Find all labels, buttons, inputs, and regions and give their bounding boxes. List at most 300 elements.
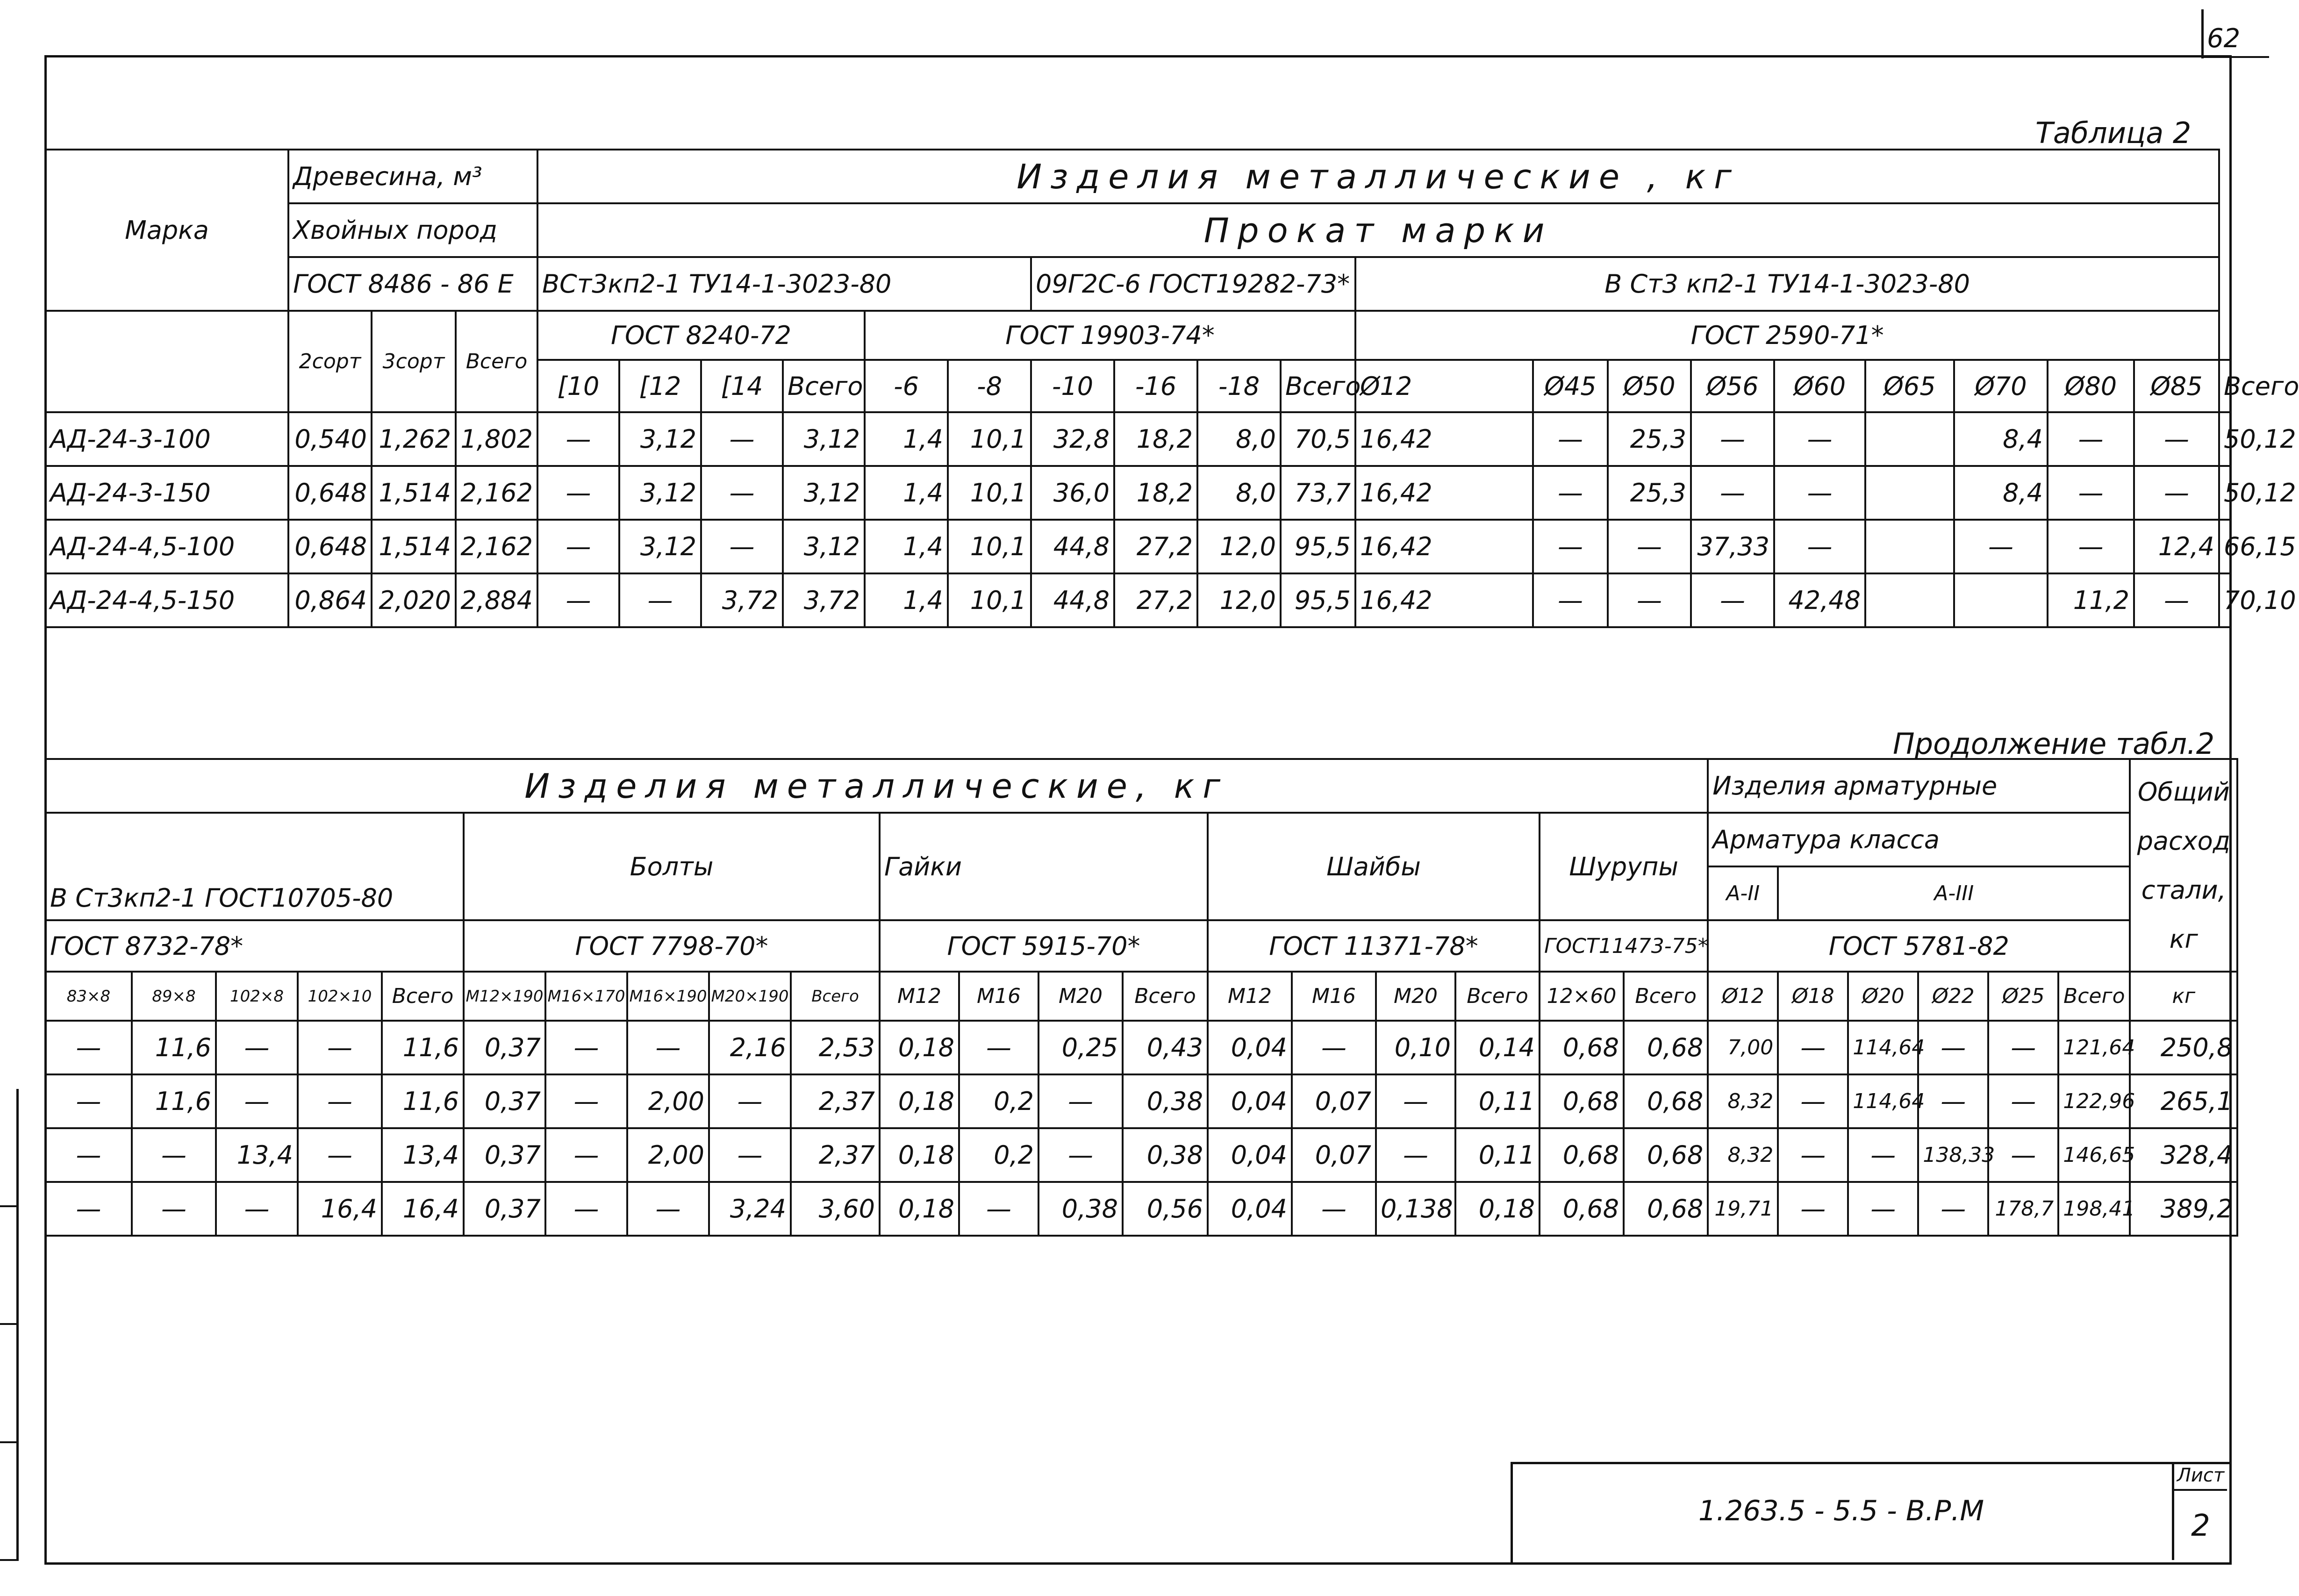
t1-cell: — [1691, 412, 1774, 466]
t1-metal-title: Изделия металлические , кг [537, 150, 2219, 203]
t2-col-head: 102×10 [298, 972, 382, 1021]
t1-cell: 8,0 [1197, 412, 1281, 466]
t1-cell: 95,5 [1281, 573, 1355, 627]
t1-cell: 1,4 [865, 573, 948, 627]
t2-cell: 0,68 [1624, 1182, 1708, 1236]
t1-blank-marka [45, 311, 288, 412]
t1-cell [1865, 412, 1954, 466]
t2-nuts-gost: ГОСТ 5915-70* [880, 920, 1208, 972]
t2-cell: 121,64 [2058, 1021, 2130, 1074]
t2-col-head: М12×190 [464, 972, 545, 1021]
t2-cell: — [1988, 1074, 2058, 1128]
t1-wood-sub: Хвойных пород [288, 203, 537, 257]
table1-caption: Таблица 2 [2035, 116, 2192, 150]
t2-col-head: М12 [880, 972, 959, 1021]
t2-cell: 0,37 [464, 1021, 545, 1074]
t2-col-head: М16 [959, 972, 1038, 1021]
t1-cell: 16,42 [1355, 573, 1533, 627]
t1-cell: 0,648 [288, 466, 372, 520]
table2-caption: Продолжение табл.2 [1893, 727, 2215, 761]
t2-cell: 0,2 [959, 1128, 1038, 1182]
t1-cell: 2,162 [456, 466, 537, 520]
t2-cell: 0,18 [880, 1182, 959, 1236]
t2-col-head: Ø22 [1918, 972, 1988, 1021]
table2 [44, 758, 2238, 1237]
t2-col-head: кг [2130, 972, 2237, 1021]
t2-col-head: М20 [1376, 972, 1455, 1021]
t2-cell: 250,8 [2130, 1021, 2237, 1074]
t2-cell: 0,04 [1208, 1074, 1292, 1128]
t1-row [45, 412, 2231, 466]
t2-cell: — [1988, 1021, 2058, 1074]
t1-cell: 0,648 [288, 520, 372, 573]
t1-cell: — [701, 412, 783, 466]
t1-cell: — [537, 573, 619, 627]
t2-cell: — [45, 1021, 132, 1074]
t1-cell: — [2134, 573, 2219, 627]
t1-cell: 12,4 [2134, 520, 2219, 573]
t1-cell: 3,12 [783, 412, 865, 466]
t2-cell: — [959, 1182, 1038, 1236]
t1-cell: — [1774, 466, 1865, 520]
t1-col-head: Ø60 [1774, 360, 1865, 412]
t2-col-head: Всего [791, 972, 880, 1021]
t2-cell: — [216, 1021, 298, 1074]
t1-cell: 16,42 [1355, 466, 1533, 520]
t2-total-title: Общий расход стали, кг [2130, 759, 2237, 972]
t2-col-head: Ø20 [1848, 972, 1918, 1021]
t1-cell: — [1533, 412, 1608, 466]
t2-col-head: 12×60 [1540, 972, 1624, 1021]
t2-cell: 0,68 [1540, 1074, 1624, 1128]
t2-cell: 0,04 [1208, 1182, 1292, 1236]
t1-cell: 50,12 [2219, 466, 2231, 520]
t2-cell: 2,00 [627, 1074, 709, 1128]
t2-armat-title: Изделия арматурные [1708, 759, 2130, 813]
t1-cell: 0,864 [288, 573, 372, 627]
t2-cell: 0,138 [1376, 1182, 1455, 1236]
t2-cell: — [216, 1182, 298, 1236]
t2-cell: 0,38 [1123, 1074, 1208, 1128]
t1-col-head: Всего [1281, 360, 1355, 412]
t1-cell: — [537, 466, 619, 520]
t2-nuts: Гайки [880, 813, 1208, 920]
t2-col-head: 83×8 [45, 972, 132, 1021]
t2-washers-gost: ГОСТ 11371-78* [1208, 920, 1540, 972]
t2-cell: — [709, 1074, 791, 1128]
t1-cell: — [2134, 466, 2219, 520]
t2-cell: — [45, 1074, 132, 1128]
t2-col-head: Всего [1455, 972, 1540, 1021]
t2-a2: А-II [1708, 866, 1778, 920]
t2-cell: — [959, 1021, 1038, 1074]
t1-cell: 3,12 [783, 520, 865, 573]
t2-col-head: М16×170 [545, 972, 627, 1021]
t1-cell: — [537, 520, 619, 573]
t2-row [45, 1021, 2237, 1074]
t2-cell: 0,43 [1123, 1021, 1208, 1074]
t1-cell: 16,42 [1355, 412, 1533, 466]
t2-cell: — [627, 1182, 709, 1236]
t1-row [45, 520, 2231, 573]
t2-col-head: М12 [1208, 972, 1292, 1021]
t2-cell: 0,25 [1038, 1021, 1123, 1074]
t2-cell: 0,68 [1540, 1182, 1624, 1236]
t1-cell: — [619, 573, 701, 627]
t1-col-head: Ø56 [1691, 360, 1774, 412]
t2-cell: 0,68 [1540, 1128, 1624, 1182]
t1-cell: — [1608, 520, 1691, 573]
t1-cell: — [1533, 520, 1608, 573]
t1-cell: 16,42 [1355, 520, 1533, 573]
t2-cell: 328,4 [2130, 1128, 2237, 1182]
t1-col-head: 2сорт [288, 311, 372, 412]
t2-cell: 0,37 [464, 1074, 545, 1128]
t2-cell: — [45, 1128, 132, 1182]
t2-cell: 2,16 [709, 1021, 791, 1074]
t2-row [45, 1128, 2237, 1182]
t1-cell: — [701, 520, 783, 573]
t2-cell: 13,4 [382, 1128, 464, 1182]
t1-cell: 18,2 [1114, 412, 1197, 466]
t2-gost-a2: ГОСТ 8732-78* [45, 920, 464, 972]
t1-subgost-2: ГОСТ 19903-74* [865, 311, 1355, 360]
t2-cell: 11,6 [132, 1074, 216, 1128]
t2-screws-gost: ГОСТ11473-75* [1540, 920, 1708, 972]
t2-cell: — [298, 1128, 382, 1182]
doc-code: 1.263.5 - 5.5 - В.Р.М [1698, 1495, 1984, 1527]
t2-cell: — [545, 1074, 627, 1128]
t1-cell: 1,262 [372, 412, 456, 466]
t1-cell: 3,12 [619, 520, 701, 573]
t2-cell: — [45, 1182, 132, 1236]
t2-cell: — [1376, 1074, 1455, 1128]
t2-cell: — [545, 1182, 627, 1236]
t1-cell: 36,0 [1031, 466, 1114, 520]
t1-subgost-3: ГОСТ 2590-71* [1355, 311, 2219, 360]
t1-cell: 12,0 [1197, 573, 1281, 627]
t2-cell: — [216, 1074, 298, 1128]
t2-cell: — [1292, 1021, 1376, 1074]
t1-row-marka: АД-24-4,5-150 [45, 573, 288, 627]
t1-prokat-title: Прокат марки [537, 203, 2219, 257]
t1-cell: — [1954, 520, 2048, 573]
t2-cell: 0,18 [880, 1128, 959, 1182]
page-number: 62 [2207, 23, 2241, 54]
t1-cell: 1,514 [372, 520, 456, 573]
t2-cell: 0,37 [464, 1182, 545, 1236]
t1-subgost-1: ГОСТ 8240-72 [537, 311, 865, 360]
t2-cell: 0,04 [1208, 1128, 1292, 1182]
t2-cell: — [132, 1182, 216, 1236]
t2-gost-a: В Ст3кп2-1 ГОСТ10705-80 [45, 813, 464, 920]
t2-cell: 0,68 [1624, 1128, 1708, 1182]
t2-cell: 0,68 [1624, 1074, 1708, 1128]
t1-cell: 2,884 [456, 573, 537, 627]
t2-cell: 0,68 [1624, 1021, 1708, 1074]
t1-cell: — [1774, 412, 1865, 466]
t2-col-head: Всего [1123, 972, 1208, 1021]
t1-cell: 3,72 [701, 573, 783, 627]
t1-cell: 1,514 [372, 466, 456, 520]
t2-cell: — [132, 1128, 216, 1182]
t2-a3: А-III [1778, 866, 2130, 920]
t1-col-head: Ø70 [1954, 360, 2048, 412]
t2-cell: 0,11 [1455, 1128, 1540, 1182]
t2-cell: — [1778, 1074, 1848, 1128]
t2-cell: 0,04 [1208, 1021, 1292, 1074]
t1-cell: 11,2 [2048, 573, 2134, 627]
t1-cell: 8,4 [1954, 466, 2048, 520]
t2-col-head: 89×8 [132, 972, 216, 1021]
t1-cell: 27,2 [1114, 520, 1197, 573]
t2-cell: 114,64 [1848, 1074, 1918, 1128]
t1-cell: 8,4 [1954, 412, 2048, 466]
t2-col-head: М20 [1038, 972, 1123, 1021]
t2-cell: 146,65 [2058, 1128, 2130, 1182]
t1-cell: — [1608, 573, 1691, 627]
t1-cell: 37,33 [1691, 520, 1774, 573]
t1-gost-group-1: ВСт3кп2-1 ТУ14-1-3023-80 [537, 257, 1031, 311]
t1-cell: — [1691, 466, 1774, 520]
t1-col-head: Ø65 [1865, 360, 1954, 412]
t1-cell [1865, 520, 1954, 573]
t1-wood-title: Древесина, м³ [288, 150, 537, 203]
t1-cell [1954, 573, 2048, 627]
t1-col-head: 3сорт [372, 311, 456, 412]
t1-col-head: Ø12 [1355, 360, 1533, 412]
t2-col-head: Всего [382, 972, 464, 1021]
t2-cell: — [1376, 1128, 1455, 1182]
t1-cell: — [2048, 412, 2134, 466]
t2-cell: 389,2 [2130, 1182, 2237, 1236]
t1-col-head: Всего [783, 360, 865, 412]
t2-cell: 11,6 [132, 1021, 216, 1074]
t2-cell: 178,7 [1988, 1182, 2058, 1236]
t1-gost-group-2: 09Г2С-6 ГОСТ19282-73* [1031, 257, 1355, 311]
t1-cell: 3,12 [619, 466, 701, 520]
t2-cell: — [1038, 1128, 1123, 1182]
t2-cell: — [1778, 1182, 1848, 1236]
t2-cell: — [1848, 1128, 1918, 1182]
t2-cell: 0,18 [880, 1021, 959, 1074]
t1-cell: 1,4 [865, 412, 948, 466]
t1-cell: — [1774, 520, 1865, 573]
t1-col-head: Ø45 [1533, 360, 1608, 412]
t1-col-head: [14 [701, 360, 783, 412]
t2-cell: 8,32 [1708, 1128, 1778, 1182]
t2-cell: — [1918, 1021, 1988, 1074]
t2-metal-title: Изделия металлические, кг [45, 759, 1708, 813]
t2-col-head: 102×8 [216, 972, 298, 1021]
t1-cell: — [2134, 412, 2219, 466]
t2-cell: — [545, 1021, 627, 1074]
t2-col-head: М16 [1292, 972, 1376, 1021]
t1-cell: 1,802 [456, 412, 537, 466]
t2-cell: 122,96 [2058, 1074, 2130, 1128]
t1-cell: 25,3 [1608, 412, 1691, 466]
t1-row [45, 466, 2231, 520]
t1-cell: 2,162 [456, 520, 537, 573]
t2-col-head: Всего [1624, 972, 1708, 1021]
t1-cell: 42,48 [1774, 573, 1865, 627]
t1-col-head: Всего [456, 311, 537, 412]
t1-row-marka: АД-24-3-100 [45, 412, 288, 466]
t1-cell: 1,4 [865, 466, 948, 520]
t2-bolts-gost: ГОСТ 7798-70* [464, 920, 880, 972]
t1-cell: — [1691, 573, 1774, 627]
t1-cell: 70,10 [2219, 573, 2231, 627]
t1-col-head: Ø50 [1608, 360, 1691, 412]
t1-cell: 12,0 [1197, 520, 1281, 573]
t2-bolts: Болты [464, 813, 880, 920]
t1-cell: 18,2 [1114, 466, 1197, 520]
t2-col-head: Всего [2058, 972, 2130, 1021]
t1-row-marka: АД-24-4,5-100 [45, 520, 288, 573]
t2-cell: — [1918, 1074, 1988, 1128]
t2-cell: 2,00 [627, 1128, 709, 1182]
t2-cell: 3,60 [791, 1182, 880, 1236]
t1-cell: — [1533, 466, 1608, 520]
sheet-box [2172, 1462, 2227, 1560]
t1-cell: 27,2 [1114, 573, 1197, 627]
t2-screws: Шурупы [1540, 813, 1708, 920]
t2-cell: 19,71 [1708, 1182, 1778, 1236]
t2-cell: 138,33 [1918, 1128, 1988, 1182]
t1-cell: 3,72 [783, 573, 865, 627]
t2-row [45, 1182, 2237, 1236]
t2-col-head: Ø25 [1988, 972, 2058, 1021]
t1-cell: 10,1 [948, 520, 1031, 573]
t2-cell: 0,11 [1455, 1074, 1540, 1128]
t2-cell: 7,00 [1708, 1021, 1778, 1074]
t2-cell: 0,38 [1038, 1182, 1123, 1236]
t2-cell: 0,2 [959, 1074, 1038, 1128]
t2-cell: — [298, 1021, 382, 1074]
t1-cell: 10,1 [948, 573, 1031, 627]
t1-col-head: [10 [537, 360, 619, 412]
t2-cell: 0,68 [1540, 1021, 1624, 1074]
t1-col-head: -18 [1197, 360, 1281, 412]
t1-gost-group-3: В Ст3 кп2-1 ТУ14-1-3023-80 [1355, 257, 2219, 311]
t1-cell: 44,8 [1031, 520, 1114, 573]
t1-col-head: -10 [1031, 360, 1114, 412]
t1-col-head: Всего [2219, 360, 2231, 412]
t2-cell: 2,53 [791, 1021, 880, 1074]
t1-cell: 44,8 [1031, 573, 1114, 627]
t2-cell: 13,4 [216, 1128, 298, 1182]
t2-cell: 0,56 [1123, 1182, 1208, 1236]
t2-cell: 16,4 [298, 1182, 382, 1236]
t1-cell: — [2048, 466, 2134, 520]
t1-row-marka: АД-24-3-150 [45, 466, 288, 520]
t2-col-head: М16×190 [627, 972, 709, 1021]
t1-cell: 66,15 [2219, 520, 2231, 573]
t2-cell: 0,14 [1455, 1021, 1540, 1074]
table1 [44, 149, 2299, 628]
t1-marka-header: Марка [45, 150, 288, 311]
page-number-underline [2201, 56, 2269, 58]
t2-cell: 0,07 [1292, 1074, 1376, 1128]
t1-cell: — [2048, 520, 2134, 573]
t1-cell: 10,1 [948, 466, 1031, 520]
t1-col-head: Ø85 [2134, 360, 2219, 412]
t2-arm-class: Арматура класса [1708, 813, 2130, 866]
t1-cell: 70,5 [1281, 412, 1355, 466]
t2-row [45, 1074, 2237, 1128]
t2-cell: — [1848, 1182, 1918, 1236]
t1-cell: — [537, 412, 619, 466]
t2-cell: — [627, 1021, 709, 1074]
t2-cell: 16,4 [382, 1182, 464, 1236]
t1-wood-gost: ГОСТ 8486 - 86 Е [288, 257, 537, 311]
t1-cell: 2,020 [372, 573, 456, 627]
t2-cell: — [1038, 1074, 1123, 1128]
t1-cell: 1,4 [865, 520, 948, 573]
t1-cell: 0,540 [288, 412, 372, 466]
t2-cell: 0,10 [1376, 1021, 1455, 1074]
t1-cell: — [1533, 573, 1608, 627]
t2-cell: 0,18 [880, 1074, 959, 1128]
t2-col-head: Ø12 [1708, 972, 1778, 1021]
t2-cell: 8,32 [1708, 1074, 1778, 1128]
t2-cell: — [1778, 1128, 1848, 1182]
t2-cell: 2,37 [791, 1128, 880, 1182]
sheet-number: 2 [2191, 1509, 2210, 1543]
t1-cell: — [701, 466, 783, 520]
t2-cell: — [1778, 1021, 1848, 1074]
t2-cell: 114,64 [1848, 1021, 1918, 1074]
t1-col-head: -8 [948, 360, 1031, 412]
t1-cell: 95,5 [1281, 520, 1355, 573]
t2-col-head: Ø18 [1778, 972, 1848, 1021]
sheet-label: Лист [2174, 1465, 2227, 1491]
t1-cell: 8,0 [1197, 466, 1281, 520]
t1-cell [1865, 466, 1954, 520]
t2-cell: 0,37 [464, 1128, 545, 1182]
t2-cell: 11,6 [382, 1074, 464, 1128]
t2-cell: — [1292, 1182, 1376, 1236]
t1-cell: 3,12 [619, 412, 701, 466]
t2-cell: — [1918, 1182, 1988, 1236]
page-number-border [2201, 9, 2204, 58]
t1-cell: 32,8 [1031, 412, 1114, 466]
t2-cell: 0,38 [1123, 1128, 1208, 1182]
t1-cell: 3,12 [783, 466, 865, 520]
t2-cell: — [1988, 1128, 2058, 1182]
t2-cell: 0,07 [1292, 1128, 1376, 1182]
t1-cell: 50,12 [2219, 412, 2231, 466]
t2-cell: 3,24 [709, 1182, 791, 1236]
t2-washers: Шайбы [1208, 813, 1540, 920]
t1-row [45, 573, 2231, 627]
t1-cell [1865, 573, 1954, 627]
t1-cell: 25,3 [1608, 466, 1691, 520]
t1-cell: 10,1 [948, 412, 1031, 466]
t2-col-head: М20×190 [709, 972, 791, 1021]
t2-cell: 265,1 [2130, 1074, 2237, 1128]
t2-cell: 198,41 [2058, 1182, 2130, 1236]
t2-cell: — [709, 1128, 791, 1182]
t1-col-head: -6 [865, 360, 948, 412]
t2-cell: — [298, 1074, 382, 1128]
t2-cell: 11,6 [382, 1021, 464, 1074]
t2-cell: 0,18 [1455, 1182, 1540, 1236]
t1-col-head: Ø80 [2048, 360, 2134, 412]
t1-col-head: -16 [1114, 360, 1197, 412]
t2-arm-gost: ГОСТ 5781-82 [1708, 920, 2130, 972]
t1-cell: 73,7 [1281, 466, 1355, 520]
